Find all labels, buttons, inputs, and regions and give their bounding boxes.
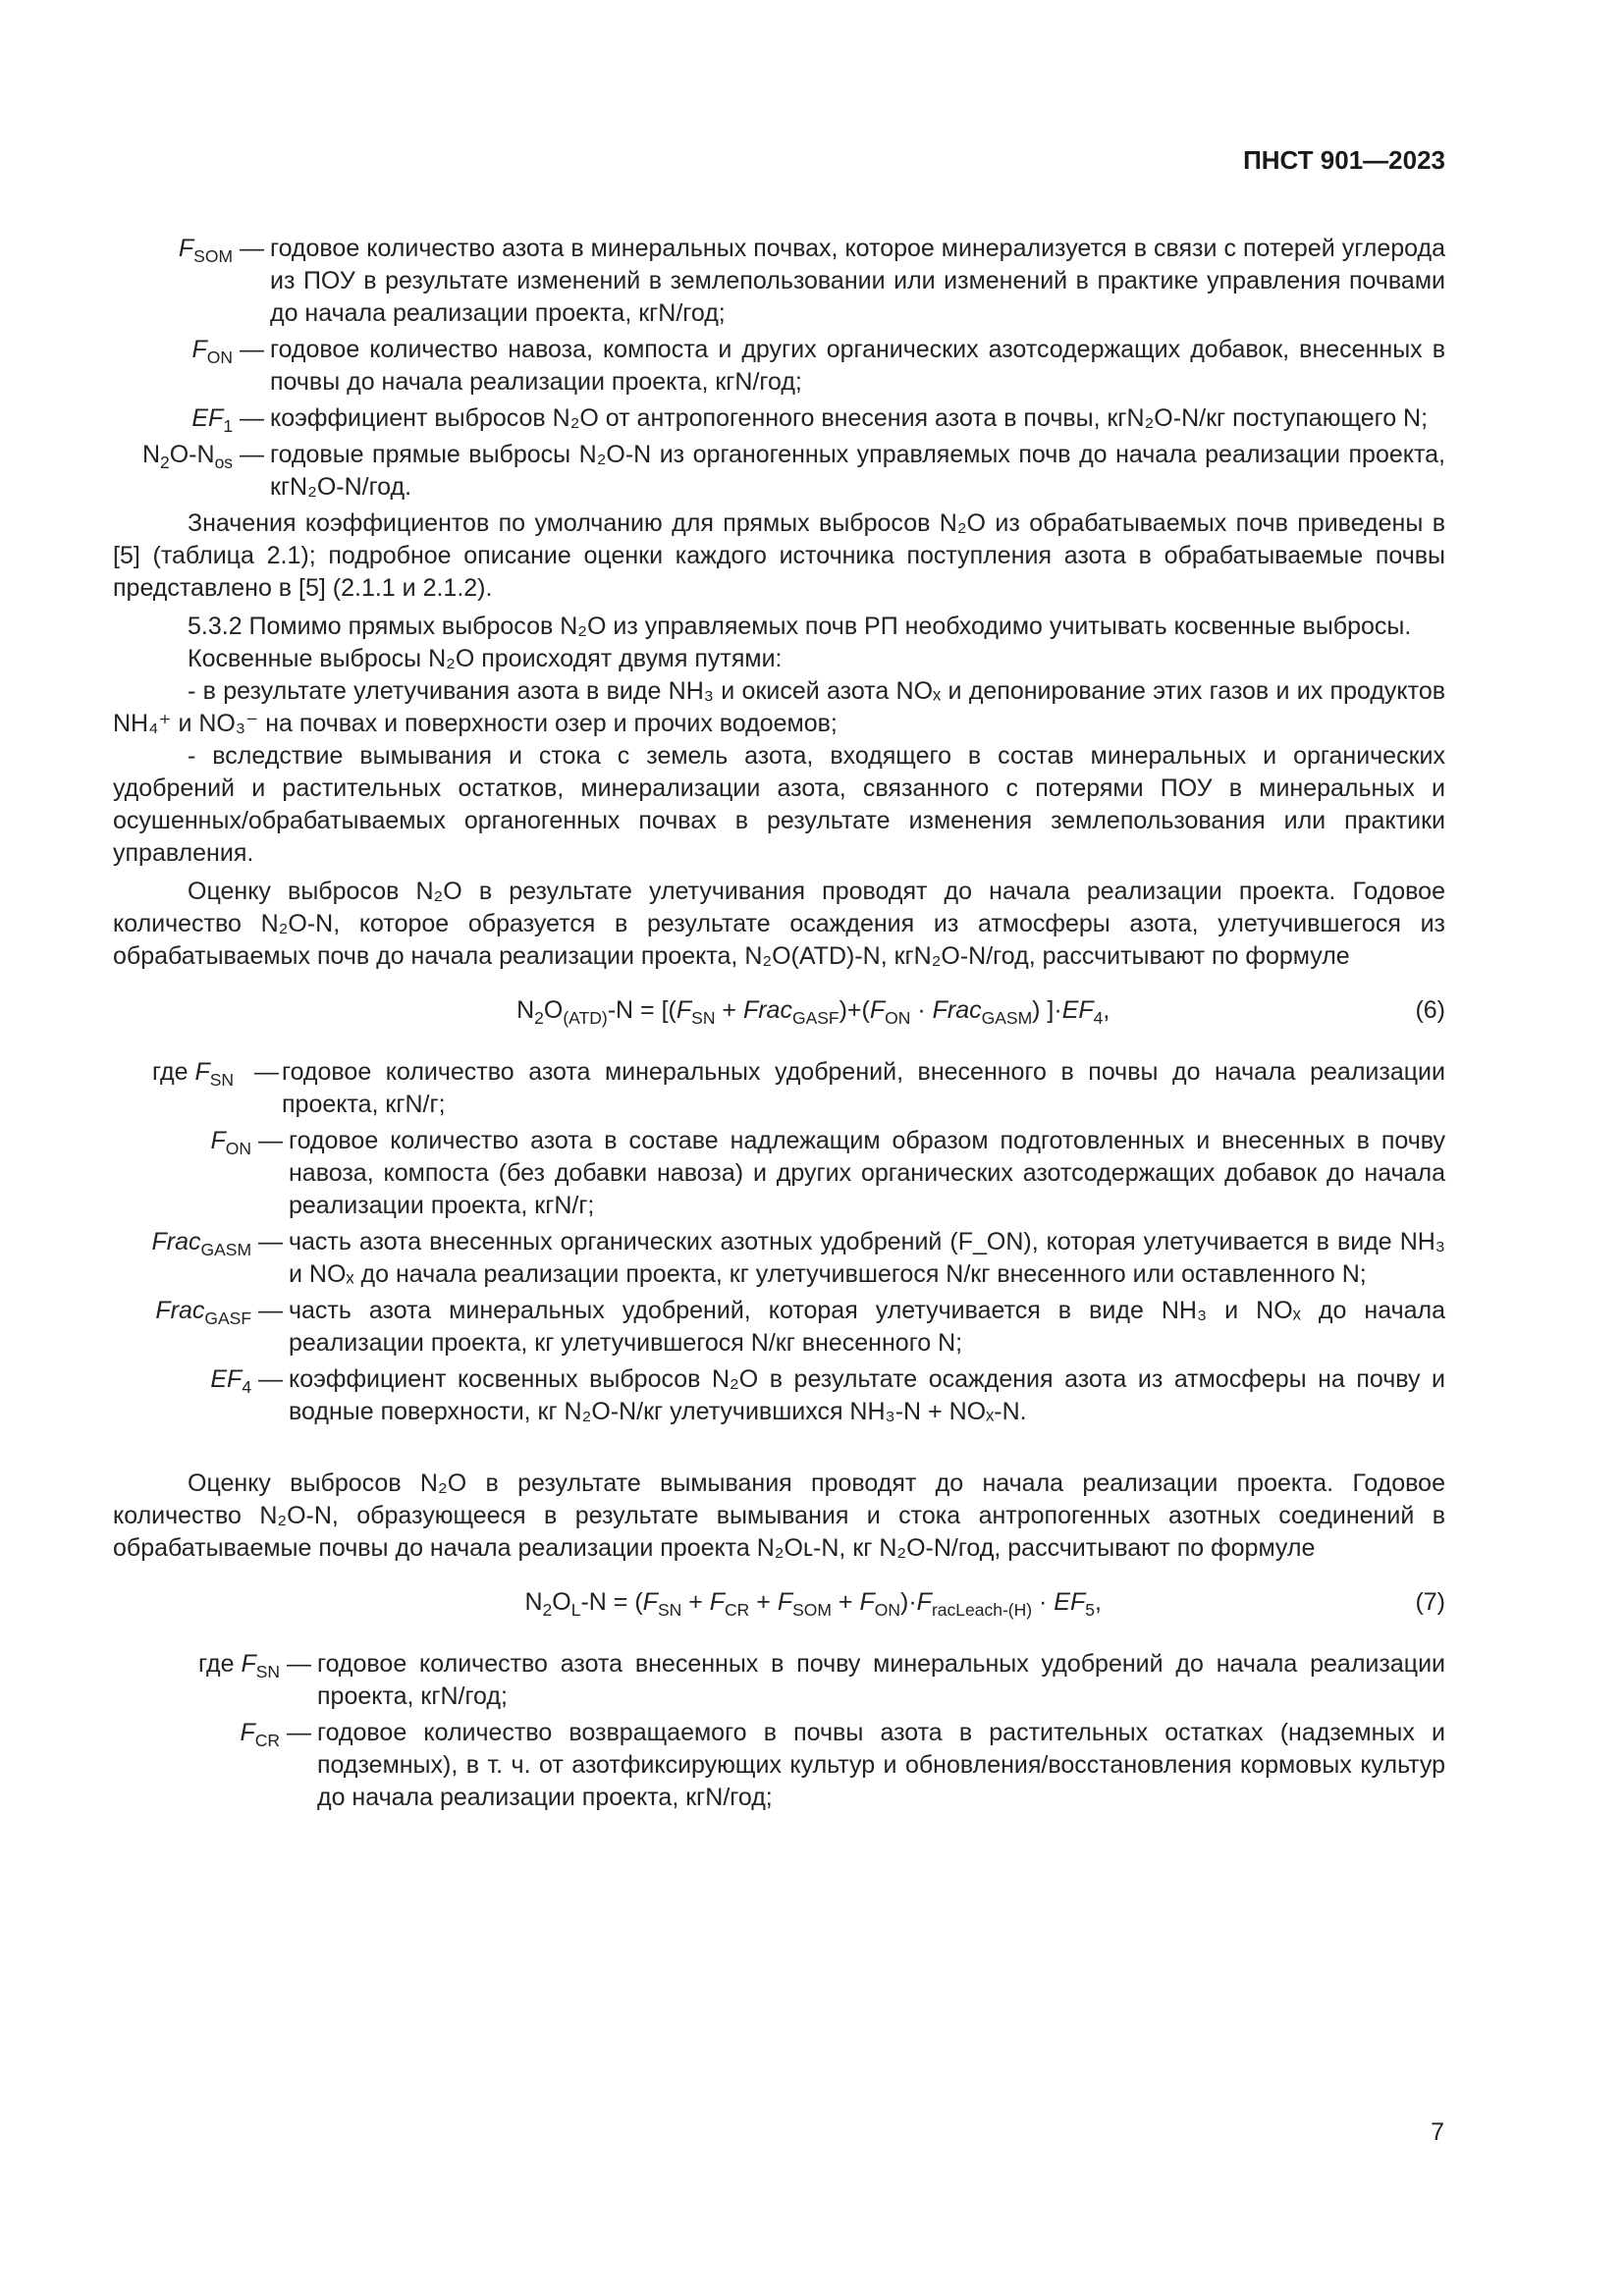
formula-number: (6)	[1415, 996, 1445, 1024]
definition-desc: годовые прямые выбросы N₂O-N из органогенных управляемых почв до начала реализации проекта, кгN₂O-N/год.	[270, 441, 1445, 501]
definition-term: $F_{CR}$ —	[240, 1719, 311, 1750]
formula-expression: $N_2O_L-N = (F_{SN} + F_{CR} + F_{SOM} + F_{ON})\cdot F_{racLeach-(H)} \cdot EF_5$,	[524, 1588, 1102, 1620]
definition-desc: часть азота минеральных удобрений, которая улетучивается в виде NH₃ и NOₓ до начала реализации проекта, кг улетучившегося N/кг внесенного N;	[289, 1297, 1445, 1357]
definition-desc: годовое количество навоза, компоста и других органических азотсодержащих добавок, внесенных в почвы до начала реализации проекта, кгN/год;	[270, 336, 1445, 396]
definition-item	[113, 1295, 1445, 1360]
definition-term: $F_{ON}$ —	[191, 336, 264, 367]
paragraph-leaching-intro: Оценку выбросов N₂O в результате вымывания проводят до начала реализации проекта. Годовое количество N₂O-N, образующееся в результате вымывания и стока антропогенных азотных соединений в обрабатываемые почвы до начала реализации проекта N₂Oʟ-N, кг N₂O-N/год, рассчитывают по формуле	[113, 1469, 1445, 1562]
formula-7	[113, 1586, 1445, 1619]
definition-term: Frac$_{GASM}$ —	[151, 1228, 283, 1259]
definition-item	[113, 1226, 1445, 1291]
definition-desc: годовое количество возвращаемого в почвы азота в растительных остатках (надземных и подземных), в т. ч. от азотфиксирующих культур и обновления/восстановления кормовых культур до начала реализации проекта, кгN/год;	[317, 1719, 1445, 1811]
definition-desc: годовое количество азота в составе надлежащим образом подготовленных и внесенных в почву навоза, компоста (без добавки навоза) и других органических азотсодержащих добавок до начала реализации проекта, кгN/г;	[289, 1127, 1445, 1219]
bullet-leaching: - вследствие вымывания и стока с земель азота, входящего в состав минеральных и органических удобрений и растительных остатков, минерализации азота, связанного с потерями ПОУ в минеральных и осушенных/обрабатываемых органогенных почвах в результате изменения землепользования или практики управления.	[113, 742, 1445, 867]
paragraph-volatilization-intro: Оценку выбросов N₂O в результате улетучивания проводят до начала реализации проекта. Годовое количество N₂O-N, которое образуется в результате осаждения из атмосферы азота, улетучившегося из обрабатываемых почв до начала реализации проекта, N₂O(ATD)-N, кгN₂O-N/год, рассчитывают по формуле	[113, 878, 1445, 970]
definition-desc: годовое количество азота в минеральных почвах, которое минерализуется в связи с потерей углерода из ПОУ в результате изменений в землепользовании или изменений в практике управления почвами до начала реализации проекта, кгN/год;	[270, 235, 1445, 327]
paragraph-indirect-intro: 5.3.2 Помимо прямых выбросов N₂O из управляемых почв РП необходимо учитывать косвенные выбросы.	[188, 613, 1412, 640]
definition-term: $N_2O-N_{os}$ —	[141, 441, 264, 472]
definition-term: $EF_4$ —	[210, 1365, 283, 1397]
definitions-formula-6	[113, 1056, 1445, 1428]
definition-term: где $F_{SN}$ —	[152, 1058, 279, 1090]
page-number: 7	[1431, 2118, 1444, 2146]
definition-desc: годовое количество азота внесенных в почву минеральных удобрений до начала реализации проекта, кгN/год;	[317, 1650, 1445, 1710]
formula-expression: $N_2O_{(ATD)}-N = [(F_{SN}$ + $Frac_{GASF})+(F_{ON}$ · Frac$_{GASM}$) ]$\cdot EF_4$,	[516, 996, 1110, 1028]
definition-item	[113, 1648, 1445, 1713]
definition-item	[113, 1125, 1445, 1222]
definition-item	[113, 439, 1445, 504]
definition-item	[113, 334, 1445, 399]
definition-item	[113, 402, 1445, 435]
paragraph-two-ways: Косвенные выбросы N₂O происходят двумя путями:	[188, 645, 783, 672]
definition-item	[113, 1717, 1445, 1814]
definition-term: где $F_{SN}$ —	[198, 1650, 311, 1682]
standard-code: ПНСТ 901—2023	[1243, 145, 1445, 175]
definition-desc: годовое количество азота минеральных удобрений, внесенного в почвы до начала реализации проекта, кгN/г;	[282, 1058, 1445, 1118]
page-body	[113, 233, 1445, 1818]
formula-number: (7)	[1415, 1588, 1445, 1616]
bullet-volatilization: - в результате улетучивания азота в виде NH₃ и окисей азота NOₓ и депонирование этих газов и их продуктов NH₄⁺ и NO₃⁻ на почвах и поверхности озер и прочих водоемов;	[113, 677, 1445, 737]
definition-item	[113, 1363, 1445, 1428]
definitions-top	[113, 233, 1445, 504]
formula-6	[113, 994, 1445, 1027]
paragraph-defaults: Значения коэффициентов по умолчанию для прямых выбросов N₂O из обрабатываемых почв приведены в [5] (таблица 2.1); подробное описание оценки каждого источника поступления азота в обрабатываемые почвы представлено в [5] (2.1.1 и 2.1.2).	[113, 509, 1445, 602]
definition-item	[113, 233, 1445, 330]
definition-term: Frac$_{GASF}$ —	[155, 1297, 283, 1328]
definition-term: $F_{SOM}$ —	[178, 235, 264, 266]
definition-term: $F_{ON}$ —	[210, 1127, 283, 1158]
definition-desc: коэффициент косвенных выбросов N₂O в результате осаждения азота из атмосферы на почву и водные поверхности, кг N₂O-N/кг улетучившихся NH₃-N + NOₓ-N.	[289, 1365, 1445, 1425]
definition-desc: часть азота внесенных органических азотных удобрений (F_ON), которая улетучивается в виде NH₃ и NOₓ до начала реализации проекта, кг улетучившегося N/кг внесенного или оставленного N;	[289, 1228, 1445, 1288]
definitions-formula-7	[113, 1648, 1445, 1814]
definition-item	[113, 1056, 1445, 1121]
definition-desc: коэффициент выбросов N₂O от антропогенного внесения азота в почвы, кгN₂O-N/кг поступающего N;	[270, 404, 1429, 432]
definition-term: $EF_1$ —	[191, 404, 264, 436]
